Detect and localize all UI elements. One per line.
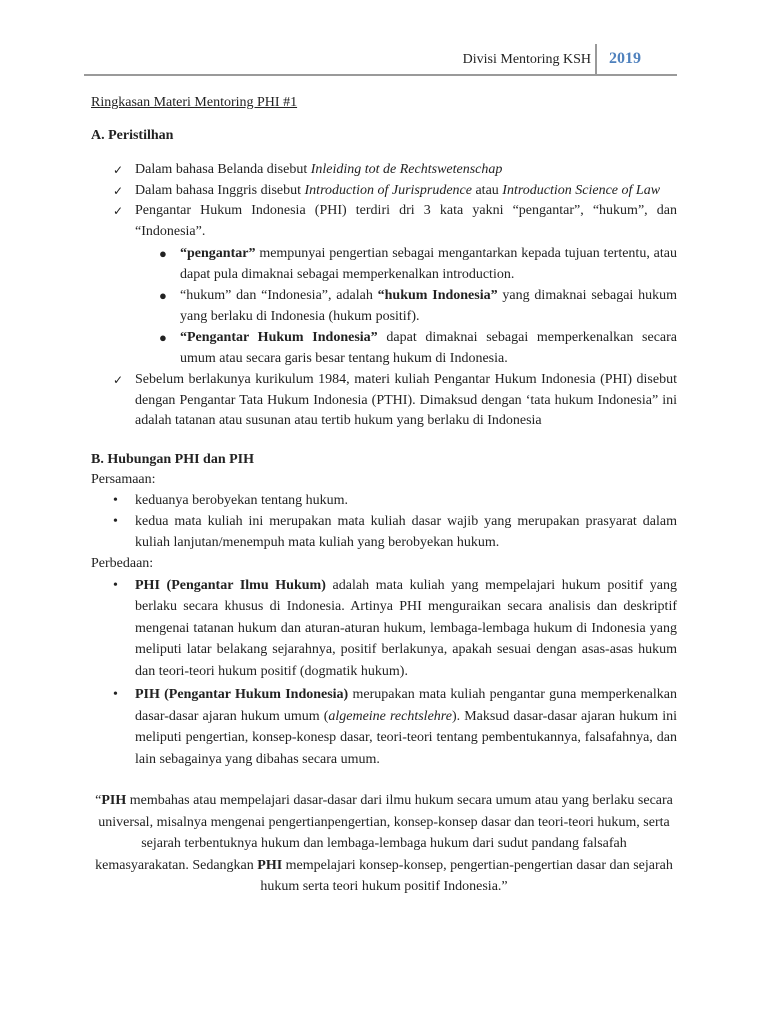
list-item: [91, 491, 677, 512]
quote-open-mark: “: [95, 793, 102, 808]
list-item: [91, 201, 677, 369]
item-text: adalah mata kuliah yang mempelajari hukum positif yang berlaku secara khusus di Indonesia. Artinya PHI menguraikan secara analisis dan deskriptif mengenai tatanan hukum dan aturan-aturan hukum, lembaga-lembaga hukum di Indonesia yang meliputi latar belakang sejarahnya, positif berlakunya, apakah sesuai dengan asas-asas hukum dan teori-teori hukum positif (dogmatik hukum).: [135, 577, 677, 679]
list-item: [91, 512, 677, 553]
item-italic-term: Inleiding tot de Rechtswetenschap: [310, 162, 503, 177]
item-italic-term: Introduction of Jurisprudence: [304, 182, 472, 198]
list-item: [91, 160, 677, 181]
checkmark-icon: ✓: [113, 204, 124, 218]
quote-text: mempelajari konsep-konsep, pengertian-pengertian dasar dan sejarah hukum serta teori hukum positif Indonesia.”: [260, 857, 673, 894]
item-text: dapat dimaknai sebagai memperkenalkan secara umum atau secara garis besar tentang hukum di Indonesia.: [180, 330, 678, 366]
section-b-heading: B. Hubungan PHI dan PIH: [91, 451, 255, 467]
item-text: atau: [471, 182, 503, 198]
bullet-icon: •: [113, 492, 118, 508]
header-year: 2019: [609, 50, 641, 67]
item-bold-term: “pengantar”: [180, 246, 256, 261]
item-italic-term: Introduction Science of Law: [502, 182, 661, 198]
header-rule: [84, 74, 677, 76]
section-a-heading: A. Peristilhan: [91, 127, 174, 143]
item-text: kedua mata kuliah ini merupakan mata kuliah dasar wajib yang merupakan prasyarat dalam kuliah lanjutan/menempuh mata kuliah yang berobyekan hukum.: [135, 514, 677, 550]
sub-list-item: [91, 286, 677, 327]
sub-list-item: [91, 328, 677, 369]
list-item: [91, 370, 677, 432]
item-text: Pengantar Hukum Indonesia (PHI) terdiri dri 3 kata yakni “pengantar”, “hukum”, dan “Indonesia”.: [135, 203, 677, 239]
item-bold-term: “Pengantar Hukum Indonesia”: [180, 330, 378, 345]
bullet-icon: •: [113, 514, 118, 529]
header-organization: Divisi Mentoring KSH: [462, 52, 591, 67]
list-item: [91, 684, 677, 770]
item-text: ). Maksud dasar-dasar ajaran hukum ini meliputi pengertian, konsep-konesp dasar, teori-teori tentang pembentukannya, falsafahnya, dan lain sebagainya yang dibahas secara umum.: [135, 708, 677, 767]
list-item: [91, 181, 677, 202]
page-header: [84, 44, 677, 76]
item-text: merupakan mata kuliah pengantar guna memperkenalkan dasar-dasar ajaran hukum umum (: [135, 687, 677, 724]
quote-text: membahas atau mempelajari dasar-dasar dari ilmu hukum secara umum atau yang berlaku secara universal, misalnya mengenai pengertianpengertian, konsep-konsep dasar dan teori-teori hukum, serta sejarah terbentuknya hukum dan lembaga-lembaga hukum dari sudut pandang falsafah kemasyarakatan. Sedangkan: [95, 793, 673, 873]
checkmark-icon: ✓: [113, 373, 124, 387]
item-bold-term: “hukum Indonesia”: [377, 288, 498, 303]
checkmark-icon: ✓: [113, 163, 124, 177]
bullet-icon: ●: [159, 246, 167, 261]
document-title: Ringkasan Materi Mentoring PHI #1: [91, 95, 298, 110]
perbedaan-label: Perbedaan:: [91, 556, 154, 571]
bullet-icon: ●: [159, 288, 167, 303]
item-text: Dalam bahasa Belanda disebut: [135, 162, 311, 177]
persamaan-list: [91, 491, 677, 554]
checkmark-icon: ✓: [113, 183, 124, 198]
header-separator: [595, 44, 597, 76]
item-bold-term: PHI (Pengantar Ilmu Hukum): [135, 577, 326, 593]
quote-bold-term: PIH: [101, 793, 127, 808]
persamaan-label: Persamaan:: [91, 472, 156, 487]
quote-bold-term: PHI: [257, 857, 283, 873]
item-bold-term: PIH (Pengantar Hukum Indonesia): [135, 687, 349, 702]
list-item: [91, 575, 677, 683]
item-text: Sebelum berlakunya kurikulum 1984, materi kuliah Pengantar Hukum Indonesia (PHI) disebut dengan Pengantar Tata Hukum Indonesia (PTHI). Dimaksud dengan ‘tata hukum Indonesia” ini adalah tatanan atau susunan atau tertib hukum yang berlaku di Indonesia: [135, 372, 677, 428]
item-text: “hukum” dan “Indonesia”, adalah: [180, 288, 378, 303]
bullet-icon: •: [113, 687, 118, 702]
section-a-list: [91, 160, 677, 432]
bullet-icon: ●: [159, 330, 167, 345]
item-text: yang dimaknai sebagai hukum yang berlaku di Indonesia (hukum positif).: [180, 288, 677, 324]
item-text: Dalam bahasa Inggris disebut: [135, 182, 305, 198]
item-text: keduanya berobyekan tentang hukum.: [135, 492, 349, 508]
bullet-icon: •: [113, 577, 118, 593]
document-body: [91, 93, 677, 898]
sub-list-item: [91, 244, 677, 285]
item-text: mempunyai pengertian sebagai mengantarkan kepada tujuan tertentu, atau dapat pula dimaknai sebagai memperkenalkan introduction.: [180, 246, 677, 282]
item-italic-term: algemeine rechtslehre: [328, 708, 452, 724]
perbedaan-list: [91, 575, 677, 771]
closing-quote: [91, 790, 677, 898]
sub-list: [91, 244, 677, 369]
